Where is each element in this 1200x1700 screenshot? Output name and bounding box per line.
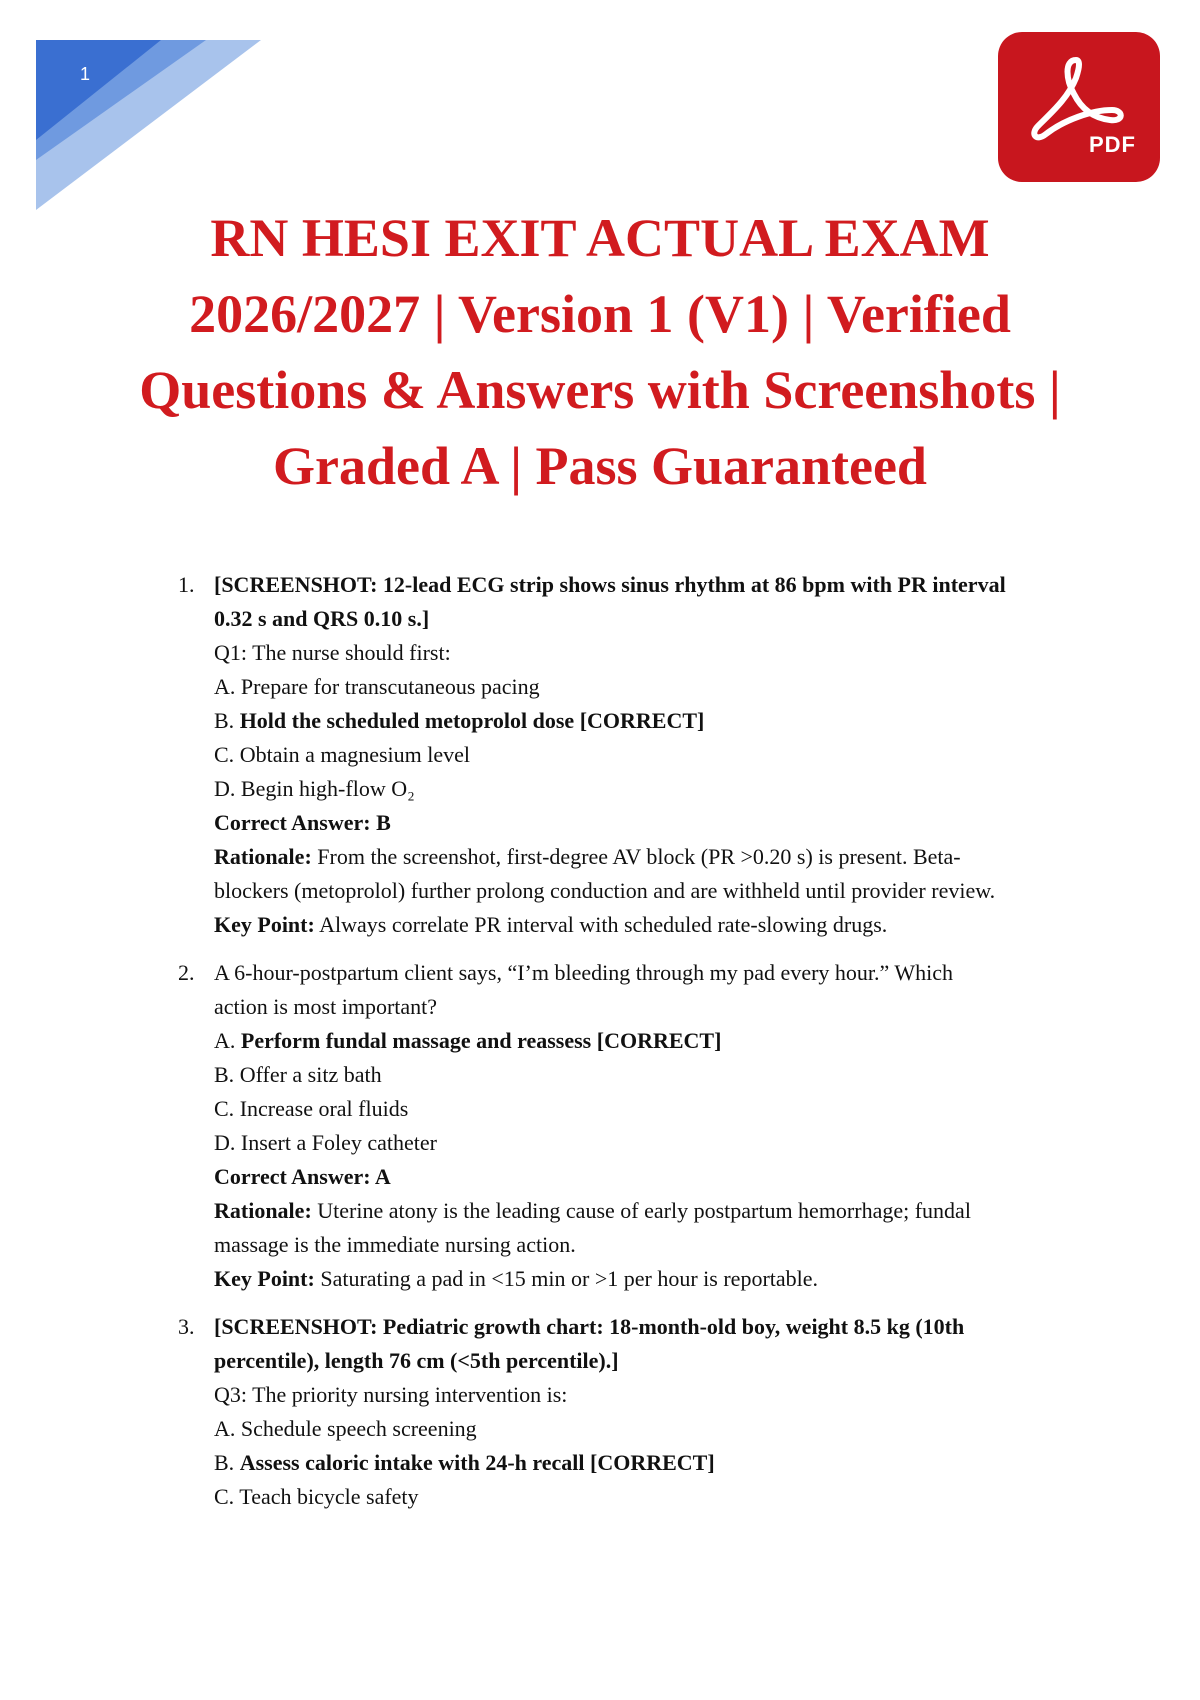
question-prompt: Q1: The nurse should first: [214, 640, 451, 665]
option-letter: B. [214, 708, 235, 733]
answer-option [214, 738, 1080, 772]
option-letter: C. [214, 1096, 235, 1121]
key-point-text: Saturating a pad in <15 min or >1 per hour is reportable. [320, 1266, 819, 1291]
title-line: Graded A | Pass Guaranteed [273, 436, 927, 496]
corner-decoration [36, 40, 266, 210]
option-text: Begin high-flow O₂ [240, 776, 415, 801]
rationale [214, 840, 1080, 874]
rationale-text: blockers (metoprolol) further prolong conduction and are withheld until provider review. [214, 878, 996, 903]
answer-option-correct [214, 1446, 1080, 1480]
page-number: 1 [80, 64, 91, 84]
option-text: Insert a Foley catheter [240, 1130, 437, 1155]
option-letter: B. [214, 1062, 235, 1087]
question-number: 1. [178, 572, 195, 597]
option-text: Prepare for transcutaneous pacing [240, 674, 540, 699]
question-stem: percentile), length 76 cm (<5th percentile).] [214, 1348, 619, 1373]
key-point-label: Key Point: [214, 1266, 315, 1291]
answer-option [214, 1092, 1080, 1126]
option-text: Hold the scheduled metoprolol dose [CORRECT] [239, 708, 705, 733]
question-number: 3. [178, 1314, 195, 1339]
option-letter: D. [214, 776, 236, 801]
correct-answer [214, 806, 1080, 840]
answer-option [214, 1412, 1080, 1446]
rationale-text: massage is the immediate nursing action. [214, 1232, 576, 1257]
question-stem: 0.32 s and QRS 0.10 s.] [214, 606, 430, 631]
pdf-label: PDF [1089, 132, 1136, 157]
option-text: Offer a sitz bath [239, 1062, 382, 1087]
question-item [160, 568, 1080, 942]
question-stem: [SCREENSHOT: 12-lead ECG strip shows sinus rhythm at 86 bpm with PR interval [214, 572, 1006, 597]
correct-answer-value: A [374, 1164, 391, 1189]
rationale-label: Rationale: [214, 1198, 312, 1223]
option-letter: C. [214, 742, 235, 767]
title-line: 2026/2027 | Version 1 (V1) | Verified [189, 284, 1011, 344]
option-letter: D. [214, 1130, 236, 1155]
option-text: Obtain a magnesium level [239, 742, 471, 767]
option-text: Assess caloric intake with 24-h recall [CORRECT] [239, 1450, 715, 1475]
option-letter: A. [214, 1028, 236, 1053]
option-text: Schedule speech screening [240, 1416, 477, 1441]
key-point-text: Always correlate PR interval with scheduled rate-slowing drugs. [319, 912, 888, 937]
question-item [160, 956, 1080, 1296]
option-letter: A. [214, 1416, 236, 1441]
rationale-text: From the screenshot, first-degree AV block (PR >0.20 s) is present. Beta- [317, 844, 961, 869]
title-line: RN HESI EXIT ACTUAL EXAM [210, 208, 990, 268]
correct-answer-label: Correct Answer: [214, 810, 371, 835]
answer-option [214, 670, 1080, 704]
correct-answer [214, 1160, 1080, 1194]
rationale-text: Uterine atony is the leading cause of early postpartum hemorrhage; fundal [317, 1198, 971, 1223]
question-stem: [SCREENSHOT: Pediatric growth chart: 18-month-old boy, weight 8.5 kg (10th [214, 1314, 965, 1339]
option-text: Increase oral fluids [239, 1096, 409, 1121]
answer-option [214, 1480, 1080, 1514]
title-line: Questions & Answers with Screenshots | [139, 360, 1061, 420]
answer-option [214, 1058, 1080, 1092]
answer-option [214, 772, 1080, 806]
pdf-badge [998, 32, 1160, 182]
answer-option-correct [214, 704, 1080, 738]
acrobat-pdf-icon [1024, 54, 1134, 144]
correct-answer-value: B [376, 810, 391, 835]
option-text: Teach bicycle safety [239, 1484, 419, 1509]
rationale [214, 1194, 1080, 1228]
question-item [160, 1310, 1080, 1514]
option-letter: C. [214, 1484, 235, 1509]
option-letter: B. [214, 1450, 235, 1475]
question-prompt: Q3: The priority nursing intervention is: [214, 1382, 568, 1407]
rationale-label: Rationale: [214, 844, 312, 869]
question-stem: action is most important? [214, 994, 438, 1019]
correct-answer-label: Correct Answer: [214, 1164, 371, 1189]
option-text: Perform fundal massage and reassess [CORRECT] [240, 1028, 722, 1053]
answer-option-correct [214, 1024, 1080, 1058]
key-point [214, 908, 1080, 942]
question-list [160, 568, 1080, 1528]
key-point-label: Key Point: [214, 912, 315, 937]
question-stem: A 6-hour-postpartum client says, “I’m bleeding through my pad every hour.” Which [214, 960, 954, 985]
key-point [214, 1262, 1080, 1296]
answer-option [214, 1126, 1080, 1160]
option-letter: A. [214, 674, 236, 699]
document-title [100, 200, 1100, 504]
question-number: 2. [178, 960, 195, 985]
